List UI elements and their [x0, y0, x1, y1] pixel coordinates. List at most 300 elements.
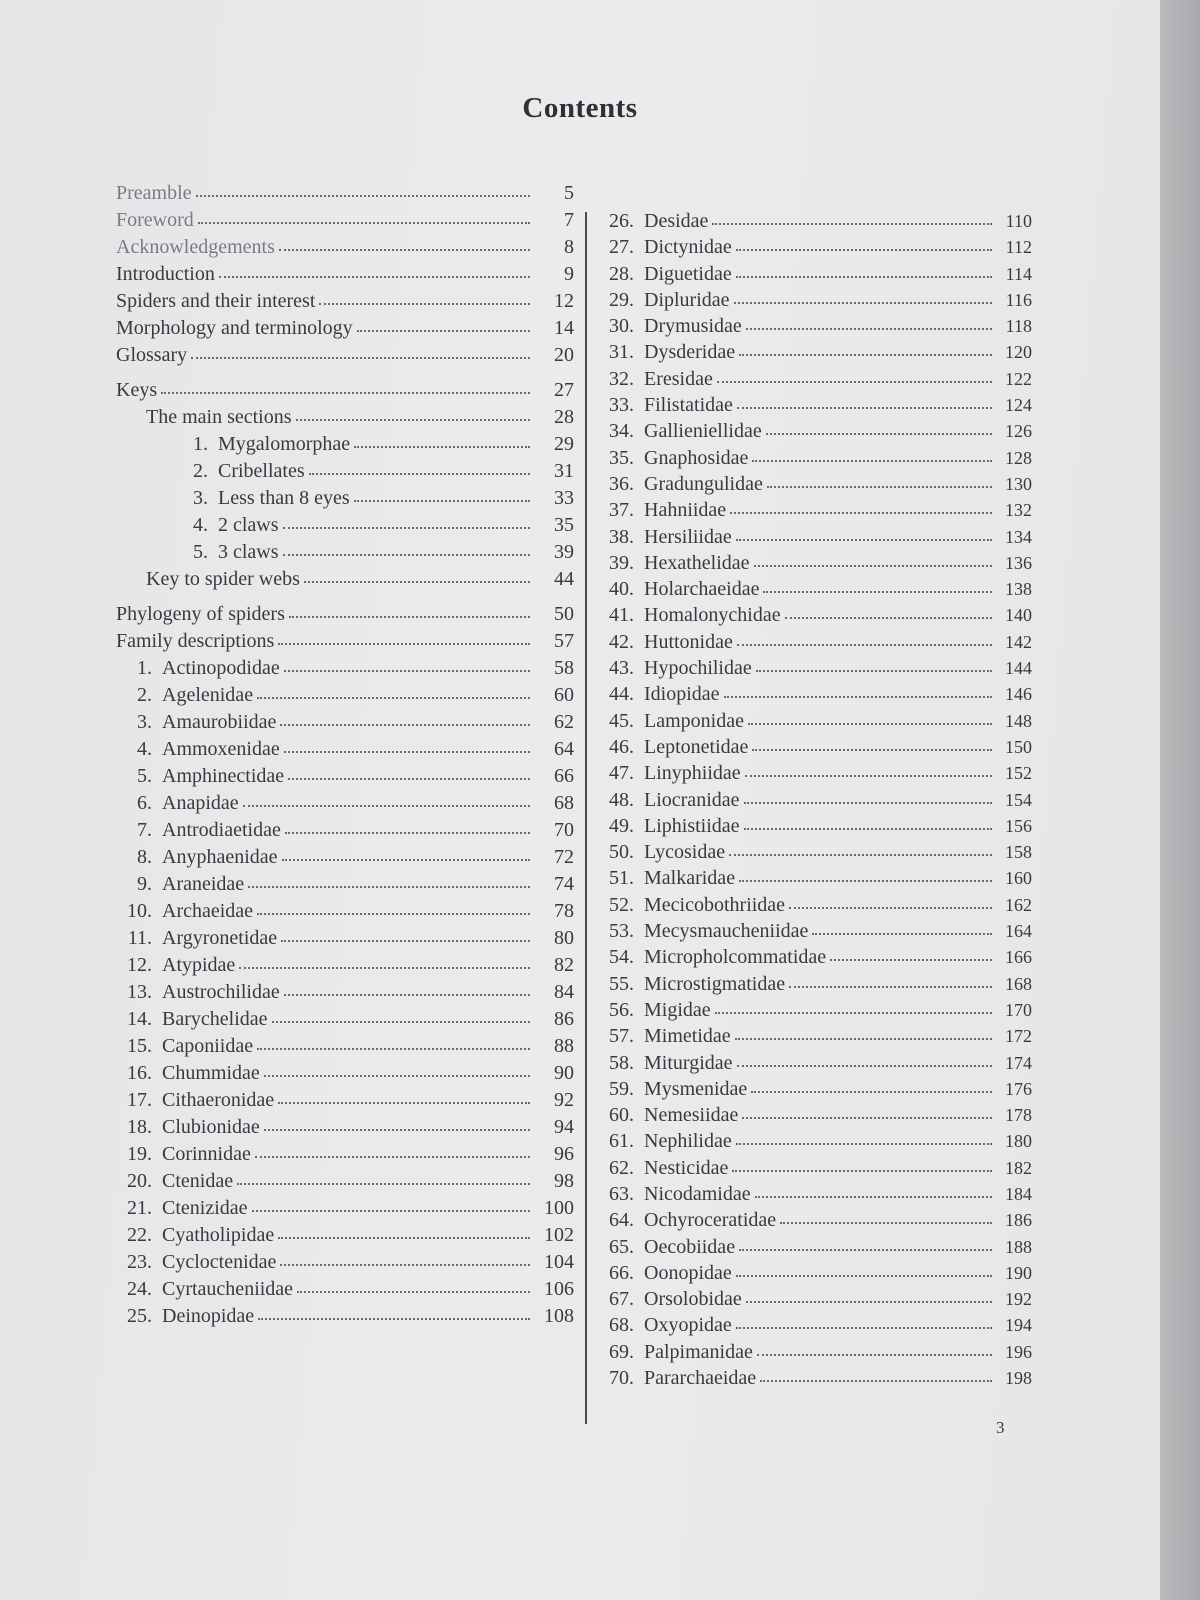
entry-number: 67. — [609, 1288, 634, 1311]
entry-number: 27. — [609, 236, 634, 259]
dot-leader — [257, 1044, 530, 1050]
entry-page-number: 176 — [1005, 1078, 1032, 1099]
entry-number: 12. — [127, 954, 152, 976]
entry-label: Migidae — [644, 998, 711, 1021]
entry-label: Spiders and their interest — [116, 290, 316, 312]
dot-leader — [289, 612, 530, 618]
entry-page-number: 92 — [554, 1089, 574, 1111]
toc-entry — [604, 1102, 1032, 1128]
dot-leader — [280, 720, 530, 726]
toc-entry — [604, 839, 1032, 865]
dot-leader — [812, 929, 992, 935]
page-title: Contents — [522, 92, 638, 124]
entry-page-number: 94 — [554, 1116, 574, 1138]
entry-label: Pararchaeidae — [644, 1367, 757, 1390]
dot-leader — [278, 639, 530, 645]
entry-label: Cithaeronidae — [162, 1089, 275, 1111]
entry-page-number: 150 — [1005, 736, 1032, 757]
entry-label: Amphinectidae — [162, 765, 285, 787]
entry-number: 24. — [127, 1278, 152, 1300]
entry-page-number: 166 — [1005, 947, 1032, 968]
entry-label: Nemesiidae — [644, 1104, 739, 1127]
toc-entry — [604, 734, 1032, 760]
dot-leader — [196, 191, 530, 197]
entry-page-number: 57 — [554, 630, 574, 652]
entry-label: Agelenidae — [162, 684, 254, 706]
entry-page-number: 20 — [554, 344, 574, 366]
toc-entry — [604, 1365, 1032, 1391]
dot-leader — [239, 963, 530, 969]
toc-entry — [116, 180, 574, 207]
entry-label: Hypochilidae — [644, 657, 752, 680]
entry-page-number: 62 — [554, 711, 574, 733]
toc-entry — [116, 817, 574, 844]
toc-entry — [116, 709, 574, 736]
toc-entry — [604, 1128, 1032, 1154]
entry-page-number: 190 — [1005, 1262, 1032, 1283]
entry-number: 46. — [609, 735, 634, 758]
entry-label: Holarchaeidae — [644, 578, 760, 601]
entry-number: 15. — [127, 1035, 152, 1057]
dot-leader — [745, 771, 992, 777]
dot-leader — [264, 1125, 530, 1131]
dot-leader — [354, 442, 530, 448]
toc-entry — [116, 431, 574, 458]
entry-page-number: 12 — [554, 290, 574, 312]
entry-label: Hexathelidae — [644, 551, 750, 574]
dot-leader — [257, 693, 530, 699]
dot-leader — [255, 1152, 530, 1158]
family-list-right — [604, 208, 1032, 1391]
entry-label: Mimetidae — [644, 1025, 731, 1048]
dot-leader — [736, 1271, 992, 1277]
entry-number: 40. — [609, 578, 634, 601]
entry-number: 8. — [137, 846, 152, 868]
toc-entry — [116, 1141, 574, 1168]
dot-leader — [283, 523, 530, 529]
entry-page-number: 120 — [1005, 342, 1032, 363]
dot-leader — [751, 1087, 992, 1093]
entry-label: Argyronetidae — [162, 927, 278, 949]
entry-label: Phylogeny of spiders — [116, 603, 285, 625]
dot-leader — [717, 377, 992, 383]
entry-number: 29. — [609, 288, 634, 311]
entry-page-number: 39 — [554, 541, 574, 563]
dot-leader — [739, 1245, 992, 1251]
toc-entry — [116, 1168, 574, 1195]
entry-label: Microstigmatidae — [644, 972, 786, 995]
entry-number: 14. — [127, 1008, 152, 1030]
entry-label: Cribellates — [218, 460, 305, 482]
entry-page-number: 98 — [554, 1170, 574, 1192]
entry-label: Atypidae — [162, 954, 236, 976]
family-list-left — [116, 655, 574, 1330]
entry-page-number: 31 — [554, 460, 574, 482]
entry-page-number: 78 — [554, 900, 574, 922]
toc-entry — [116, 566, 574, 593]
entry-label: Huttonidae — [644, 630, 733, 653]
dot-leader — [285, 828, 530, 834]
entry-label: Family descriptions — [116, 630, 275, 652]
entry-page-number: 58 — [554, 657, 574, 679]
toc-entry — [116, 763, 574, 790]
toc-entry — [116, 1060, 574, 1087]
entry-page-number: 184 — [1005, 1183, 1032, 1204]
entry-page-number: 35 — [554, 514, 574, 536]
dot-leader — [284, 990, 530, 996]
entry-label: Foreword — [116, 209, 194, 231]
toc-entry — [604, 944, 1032, 970]
dot-leader — [736, 1139, 992, 1145]
entry-label: Dysderidae — [644, 341, 736, 364]
entry-number: 20. — [127, 1170, 152, 1192]
entry-label: Homalonychidae — [644, 604, 781, 627]
dot-leader — [281, 936, 530, 942]
entry-label: Caponiidae — [162, 1035, 254, 1057]
entry-number: 16. — [127, 1062, 152, 1084]
entry-number: 39. — [609, 551, 634, 574]
entry-label: Gradungulidae — [644, 472, 763, 495]
entry-page-number: 33 — [554, 487, 574, 509]
entry-label: Deinopidae — [162, 1305, 255, 1327]
entry-label: Amaurobiidae — [162, 711, 277, 733]
dot-leader — [284, 666, 530, 672]
dot-leader — [830, 955, 992, 961]
toc-entry — [116, 1033, 574, 1060]
entry-page-number: 60 — [554, 684, 574, 706]
entry-label: Mysmenidae — [644, 1077, 748, 1100]
entry-number: 70. — [609, 1367, 634, 1390]
entry-number: 43. — [609, 657, 634, 680]
entry-label: Nephilidae — [644, 1130, 732, 1153]
entry-label: Liphistiidae — [644, 814, 740, 837]
toc-entry — [604, 208, 1032, 234]
entry-number: 26. — [609, 210, 634, 232]
entry-page-number: 182 — [1005, 1157, 1032, 1178]
entry-label: Oxyopidae — [644, 1314, 732, 1337]
entry-page-number: 180 — [1005, 1131, 1032, 1152]
entry-label: Actinopodidae — [162, 657, 280, 679]
toc-entry — [604, 524, 1032, 550]
entry-page-number: 88 — [554, 1035, 574, 1057]
toc-entry — [604, 445, 1032, 471]
entry-page-number: 28 — [554, 406, 574, 428]
entry-label: Key to spider webs — [146, 568, 300, 590]
entry-page-number: 102 — [544, 1224, 574, 1246]
entry-page-number: 144 — [1005, 658, 1032, 679]
dot-leader — [736, 535, 992, 541]
dot-leader — [283, 550, 530, 556]
contents-right-column — [604, 208, 1032, 1391]
dot-leader — [278, 1098, 530, 1104]
entry-page-number: 160 — [1005, 868, 1032, 889]
entry-page-number: 134 — [1005, 526, 1032, 547]
dot-leader — [748, 719, 992, 725]
entry-number: 17. — [127, 1089, 152, 1111]
toc-entry — [116, 1222, 574, 1249]
entry-label: Cycloctenidae — [162, 1251, 277, 1273]
entry-label: Mecysmaucheniidae — [644, 920, 809, 943]
dot-leader — [297, 1287, 530, 1293]
dot-leader — [198, 218, 530, 224]
entry-number: 1. — [193, 433, 208, 455]
toc-entry — [604, 1339, 1032, 1365]
entry-number: 22. — [127, 1224, 152, 1246]
entry-number: 63. — [609, 1182, 634, 1205]
dot-leader — [237, 1179, 530, 1185]
entry-page-number: 5 — [564, 182, 574, 204]
dot-leader — [712, 219, 992, 225]
toc-entry — [604, 971, 1032, 997]
toc-entry — [604, 418, 1032, 444]
entry-number: 60. — [609, 1104, 634, 1127]
dot-leader — [724, 692, 992, 698]
entry-label: Preamble — [116, 182, 192, 204]
entry-number: 28. — [609, 262, 634, 285]
entry-page-number: 126 — [1005, 421, 1032, 442]
toc-entry — [116, 1303, 574, 1330]
toc-entry — [604, 918, 1032, 944]
toc-entry — [604, 1181, 1032, 1207]
toc-entry — [604, 1260, 1032, 1286]
entry-number: 58. — [609, 1051, 634, 1074]
toc-entry — [116, 1276, 574, 1303]
entry-number: 2. — [193, 460, 208, 482]
dot-leader — [757, 1350, 992, 1356]
entry-number: 33. — [609, 394, 634, 417]
entry-label: Nicodamidae — [644, 1182, 751, 1205]
dot-leader — [258, 1314, 530, 1320]
entry-page-number: 110 — [1005, 211, 1032, 231]
dot-leader — [766, 429, 992, 435]
entry-number: 66. — [609, 1261, 634, 1284]
toc-entry — [604, 1312, 1032, 1338]
entry-page-number: 172 — [1005, 1026, 1032, 1047]
dot-leader — [729, 850, 992, 856]
entry-number: 62. — [609, 1156, 634, 1179]
dot-leader — [754, 561, 993, 567]
dot-leader — [357, 326, 530, 332]
toc-entry — [604, 576, 1032, 602]
entry-label: Diguetidae — [644, 262, 732, 285]
entry-page-number: 146 — [1005, 684, 1032, 705]
toc-entry — [604, 313, 1032, 339]
dot-leader — [755, 1192, 992, 1198]
entry-page-number: 66 — [554, 765, 574, 787]
entry-page-number: 140 — [1005, 605, 1032, 626]
toc-entry — [116, 601, 574, 628]
entry-page-number: 138 — [1005, 579, 1032, 600]
entry-number: 18. — [127, 1116, 152, 1138]
toc-entry — [116, 207, 574, 234]
dot-leader — [744, 824, 992, 830]
entry-page-number: 142 — [1005, 631, 1032, 652]
dot-leader — [737, 640, 992, 646]
entry-page-number: 84 — [554, 981, 574, 1003]
dot-leader — [736, 245, 992, 251]
entry-number: 36. — [609, 472, 634, 495]
toc-entry — [604, 261, 1032, 287]
entry-number: 11. — [127, 927, 152, 949]
entry-number: 35. — [609, 446, 634, 469]
dot-leader — [257, 909, 530, 915]
toc-entry — [604, 471, 1032, 497]
entry-page-number: 158 — [1005, 842, 1032, 863]
entry-number: 3. — [193, 487, 208, 509]
entry-page-number: 116 — [1005, 289, 1032, 310]
entry-label: Gnaphosidae — [644, 446, 749, 469]
entry-number: 44. — [609, 683, 634, 706]
dot-leader — [737, 1061, 992, 1067]
entry-label: Araneidae — [162, 873, 245, 895]
entry-number: 54. — [609, 946, 634, 969]
entry-number: 48. — [609, 788, 634, 811]
page-number: 3 — [996, 1418, 1005, 1437]
entry-number: 10. — [127, 900, 152, 922]
dot-leader — [248, 882, 530, 888]
entry-page-number: 194 — [1005, 1315, 1032, 1336]
entry-page-number: 178 — [1005, 1105, 1032, 1126]
entry-number: 4. — [137, 738, 152, 760]
toc-entry — [604, 1155, 1032, 1181]
entry-label: 2 claws — [218, 514, 279, 536]
toc-entry — [604, 392, 1032, 418]
column-divider — [585, 212, 587, 1424]
dot-leader — [734, 298, 992, 304]
entry-label: Oonopidae — [644, 1261, 732, 1284]
toc-entry — [604, 602, 1032, 628]
entry-number: 68. — [609, 1314, 634, 1337]
entry-label: Barychelidae — [162, 1008, 268, 1030]
entry-number: 21. — [127, 1197, 152, 1219]
entry-number: 59. — [609, 1077, 634, 1100]
toc-entry — [604, 287, 1032, 313]
entry-page-number: 152 — [1005, 763, 1032, 784]
entry-page-number: 104 — [544, 1251, 574, 1273]
toc-entry — [604, 865, 1032, 891]
dot-leader — [767, 482, 992, 488]
entry-label: Oecobiidae — [644, 1235, 736, 1258]
dot-leader — [278, 1233, 530, 1239]
front-matter-list — [116, 180, 574, 369]
toc-entry — [116, 1195, 574, 1222]
dot-leader — [780, 1218, 992, 1224]
toc-entry — [116, 315, 574, 342]
entry-label: Archaeidae — [162, 900, 254, 922]
entry-number: 13. — [127, 981, 152, 1003]
toc-entry — [116, 790, 574, 817]
entry-number: 37. — [609, 499, 634, 522]
entry-label: 3 claws — [218, 541, 279, 563]
toc-entry — [116, 458, 574, 485]
dot-leader — [296, 415, 530, 421]
toc-entry — [604, 655, 1032, 681]
entry-label: Leptonetidae — [644, 735, 749, 758]
toc-entry — [116, 1087, 574, 1114]
entry-page-number: 196 — [1005, 1341, 1032, 1362]
entry-number: 53. — [609, 920, 634, 943]
toc-entry — [116, 1006, 574, 1033]
entry-number: 2. — [137, 684, 152, 706]
entry-page-number: 100 — [544, 1197, 574, 1219]
entry-label: Antrodiaetidae — [162, 819, 281, 841]
dot-leader — [219, 272, 530, 278]
toc-entry — [604, 497, 1032, 523]
entry-label: Glossary — [116, 344, 188, 366]
entry-number: 51. — [609, 867, 634, 890]
entry-number: 4. — [193, 514, 208, 536]
entry-number: 6. — [137, 792, 152, 814]
entry-page-number: 188 — [1005, 1236, 1032, 1257]
entry-page-number: 122 — [1005, 368, 1032, 389]
dot-leader — [282, 855, 530, 861]
entry-label: Clubionidae — [162, 1116, 260, 1138]
entry-label: Introduction — [116, 263, 215, 285]
toc-entry — [116, 952, 574, 979]
toc-entry — [116, 898, 574, 925]
entry-number: 42. — [609, 630, 634, 653]
entry-label: Desidae — [644, 210, 709, 232]
toc-entry — [604, 1207, 1032, 1233]
entry-label: Ctenidae — [162, 1170, 234, 1192]
dot-leader — [252, 1206, 530, 1212]
entry-label: Keys — [116, 379, 158, 401]
entry-page-number: 186 — [1005, 1210, 1032, 1231]
dot-leader — [161, 388, 530, 394]
entry-number: 49. — [609, 814, 634, 837]
entry-number: 61. — [609, 1130, 634, 1153]
entry-label: Acknowledgements — [116, 236, 275, 258]
toc-entry — [604, 1050, 1032, 1076]
entry-number: 1. — [137, 657, 152, 679]
toc-entry — [604, 234, 1032, 260]
entry-label: The main sections — [146, 406, 292, 428]
entry-label: Ochyroceratidae — [644, 1209, 777, 1232]
dot-leader — [284, 747, 530, 753]
toc-entry — [116, 871, 574, 898]
entry-page-number: 96 — [554, 1143, 574, 1165]
dot-leader — [732, 1166, 992, 1172]
entry-label: Palpimanidae — [644, 1340, 753, 1363]
toc-entry — [604, 892, 1032, 918]
dot-leader — [739, 350, 992, 356]
toc-entry — [604, 1286, 1032, 1312]
toc-entry — [116, 512, 574, 539]
entry-page-number: 156 — [1005, 815, 1032, 836]
entry-label: Gallieniellidae — [644, 420, 762, 443]
entry-page-number: 132 — [1005, 500, 1032, 521]
dot-leader — [756, 666, 992, 672]
entry-label: Less than 8 eyes — [218, 487, 350, 509]
family-descriptions-section — [116, 628, 574, 655]
toc-entry — [116, 1249, 574, 1276]
entry-page-number: 90 — [554, 1062, 574, 1084]
entry-page-number: 8 — [564, 236, 574, 258]
entry-page-number: 148 — [1005, 710, 1032, 731]
toc-entry — [116, 377, 574, 404]
dot-leader — [785, 613, 992, 619]
entry-page-number: 64 — [554, 738, 574, 760]
entry-page-number: 128 — [1005, 447, 1032, 468]
toc-entry — [604, 813, 1032, 839]
toc-entry — [116, 925, 574, 952]
entry-number: 41. — [609, 604, 634, 627]
toc-entry — [604, 760, 1032, 786]
dot-leader — [746, 324, 992, 330]
entry-number: 64. — [609, 1209, 634, 1232]
dot-leader — [736, 272, 992, 278]
entry-label: Cyatholipidae — [162, 1224, 275, 1246]
